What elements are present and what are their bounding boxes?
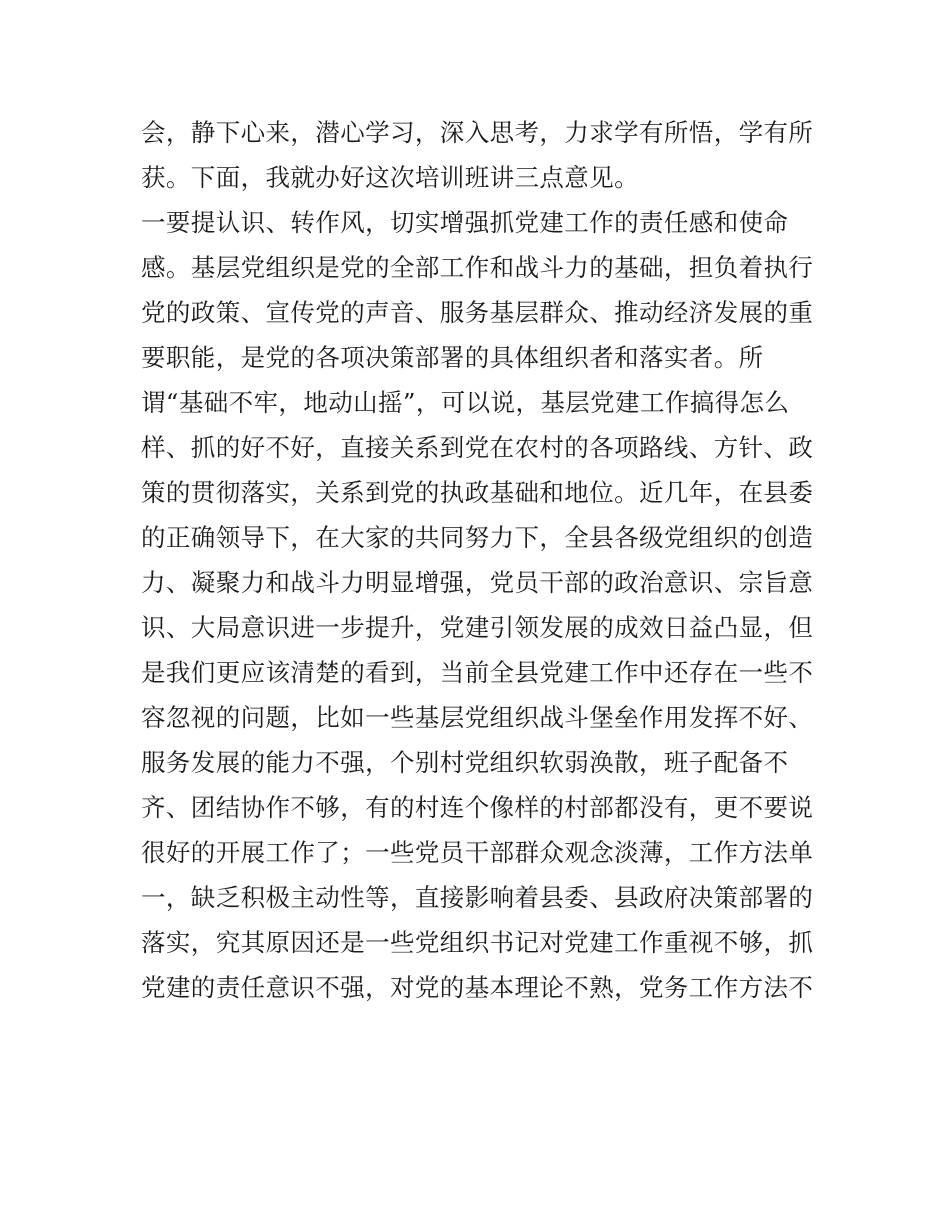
text-line-14: 容忽视的问题，比如一些基层党组织战斗堡垒作用发挥不好、 [141,703,814,732]
text-line-4: 感。基层党组织是党的全部工作和战斗力的基础，担负着执行 [141,253,814,282]
text-line-8: 样、抓的好不好，直接关系到党在农村的各项路线、方针、政 [141,433,814,462]
text-line-2: 获。下面，我就办好这次培训班讲三点意见。 [141,163,639,192]
text-line-12: 识、大局意识进一步提升，党建引领发展的成效日益凸显，但 [141,613,814,642]
text-line-16: 齐、团结协作不够，有的村连个像样的村部都没有，更不要说 [141,793,814,822]
text-line-6: 要职能，是党的各项决策部署的具体组织者和落实者。所 [141,343,764,372]
text-line-20: 党建的责任意识不强，对党的基本理论不熟，党务工作方法不 [141,973,814,1002]
text-line-1: 会，静下心来，潜心学习，深入思考，力求学有所悟，学有所 [141,118,814,147]
text-line-13: 是我们更应该清楚的看到，当前全县党建工作中还存在一些不 [141,658,814,687]
text-line-3: 一要提认识、转作风，切实增强抓党建工作的责任感和使命 [141,208,789,237]
body-text [141,110,831,1010]
text-line-9: 策的贯彻落实，关系到党的执政基础和地位。近几年，在县委 [141,478,814,507]
text-line-10: 的正确领导下，在大家的共同努力下，全县各级党组织的创造 [141,523,814,552]
text-line-11: 力、凝聚力和战斗力明显增强，党员干部的政治意识、宗旨意 [141,568,814,597]
text-line-19: 落实，究其原因还是一些党组织书记对党建工作重视不够，抓 [141,928,814,957]
text-line-17: 很好的开展工作了；一些党员干部群众观念淡薄，工作方法单 [141,838,814,867]
text-line-7: 谓“基础不牢，地动山摇”，可以说，基层党建工作搞得怎么 [141,388,790,417]
text-line-5: 党的政策、宣传党的声音、服务基层群众、推动经济发展的重 [141,298,814,327]
text-line-15: 服务发展的能力不强，个别村党组织软弱涣散，班子配备不 [141,748,789,777]
text-line-18: 一，缺乏积极主动性等，直接影响着县委、县政府决策部署的 [141,883,814,912]
